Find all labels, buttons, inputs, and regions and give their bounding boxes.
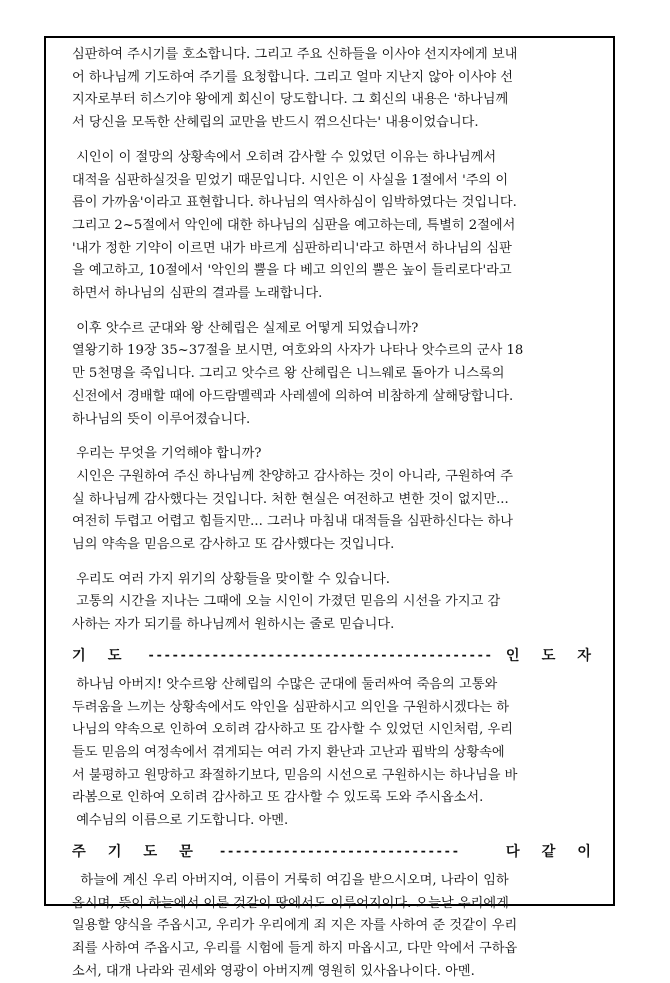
text-line: 어 하나님께 기도하여 주기를 요청합니다. 그리고 얼마 지난지 않아 이사야 선 bbox=[72, 69, 514, 85]
text-line: 우리도 여러 가지 위기의 상황들을 맞이할 수 있습니다. bbox=[72, 571, 390, 587]
text-line: 우리는 무엇을 기억해야 합니까? bbox=[72, 446, 262, 462]
text-line: 라봄으로 인하여 오히려 감사하고 또 감사할 수 있도록 도와 주시옵소서. bbox=[72, 790, 484, 806]
paragraph bbox=[72, 44, 591, 135]
paragraph bbox=[72, 443, 591, 557]
text-line: 대적을 심판하실것을 믿었기 때문입니다. 시인은 이 사실을 1절에서 '주의 이 bbox=[72, 172, 509, 188]
text-line: 이후 앗수르 군대와 왕 산헤립은 실제로 어떻게 되었습니까? bbox=[72, 320, 419, 336]
text-line: 하나님의 뜻이 이루어졌습니다. bbox=[72, 411, 251, 427]
text-line: 소서, 대개 나라와 권세와 영광이 아버지께 영원히 있사옵나이다. 아멘. bbox=[72, 963, 475, 979]
text-line: 하늘에 계신 우리 아버지여, 이름이 거룩히 여김을 받으시오며, 나라이 임하 bbox=[72, 872, 509, 888]
text-line: 죄를 사하여 주옵시고, 우리를 시험에 들게 하지 마옵시고, 다만 악에서 구하옵 bbox=[72, 940, 518, 956]
paragraph bbox=[72, 569, 591, 637]
text-line: 심판하여 주시기를 호소합니다. 그리고 주요 신하들을 이사야 선지자에게 보내 bbox=[72, 47, 518, 62]
lords-prayer-header-divider: ------------------------------ bbox=[218, 843, 460, 859]
prayer-text bbox=[72, 674, 591, 833]
text-line: 시인은 구원하여 주신 하나님께 찬양하고 감사하는 것이 아니라, 구원하여 주 bbox=[72, 468, 514, 484]
text-line: 두려움을 느끼는 상황속에서도 악인을 심판하시고 의인을 구원하시겠다는 하 bbox=[72, 699, 509, 715]
text-line: 여전히 두렵고 어렵고 힘들지만... 그러나 마침내 대적들을 심판하신다는 하나 bbox=[72, 514, 514, 530]
text-line: 서 당신을 모독한 산헤립의 교만을 반드시 꺾으신다는' 내용이었습니다. bbox=[72, 115, 479, 131]
text-line: 일용할 양식을 주옵시고, 우리가 우리에게 죄 지은 자를 사하여 준 것같이 우리 bbox=[72, 918, 518, 934]
text-line: 서 불평하고 원망하고 좌절하기보다, 믿음의 시선으로 구원하시는 하나님을 바 bbox=[72, 767, 518, 783]
text-line: 지자로부터 히스기야 왕에게 회신이 당도합니다. 그 회신의 내용은 '하나님께 bbox=[72, 92, 509, 108]
lords-prayer-text bbox=[72, 870, 591, 983]
text-line: 실 하나님께 감사했다는 것입니다. 처한 현실은 여전하고 변한 것이 없지만... bbox=[72, 491, 509, 507]
paragraph-gap bbox=[72, 306, 591, 318]
lords-prayer-header-title: 주기도문 bbox=[72, 843, 215, 860]
prayer-header-divider: ------------------------------------------- bbox=[147, 647, 493, 663]
sermon-body bbox=[72, 44, 591, 637]
text-line: 하면서 하나님의 심판의 결과를 노래합니다. bbox=[72, 286, 323, 302]
text-line: 만 5천명을 죽입니다. 그리고 앗수르 왕 산헤립은 니느웨로 돌아가 니스록의 bbox=[72, 366, 505, 382]
paragraph-gap bbox=[72, 431, 591, 443]
prayer-header bbox=[72, 642, 613, 668]
prayer-header-leader: 인도자 bbox=[505, 647, 613, 664]
text-line: 님의 약속을 믿음으로 감사하고 또 감사했다는 것입니다. bbox=[72, 537, 395, 553]
text-line: 옵시며, 뜻이 하늘에서 이룬 것같이 땅에서도 이루어지이다. 오늘날 우리에게 bbox=[72, 895, 509, 911]
text-line: 시인이 이 절망의 상황속에서 오히려 감사할 수 있었던 이유는 하나님께서 bbox=[72, 149, 497, 165]
text-line: 열왕기하 19장 35~37절을 보시면, 여호와의 사자가 나타나 앗수르의 군사 18 bbox=[72, 343, 524, 359]
text-line: 그리고 2~5절에서 악인에 대한 하나님의 심판을 예고하는데, 특별히 2절에서 bbox=[72, 217, 516, 233]
lords-prayer-header-leader: 다같이 bbox=[505, 843, 613, 860]
text-line: 고통의 시간을 지나는 그때에 오늘 시인이 가졌던 믿음의 시선을 가지고 감 bbox=[72, 594, 501, 610]
text-line: 예수님의 이름으로 기도합니다. 아멘. bbox=[72, 813, 289, 829]
text-line: 을 예고하고, 10절에서 '악인의 뿔을 다 베고 의인의 뿔은 높이 들리로다'라고 bbox=[72, 263, 512, 279]
paragraph bbox=[72, 147, 591, 306]
text-line: 신전에서 경배할 때에 아드람멜렉과 사레셀에 의하여 비참하게 살해당합니다. bbox=[72, 388, 514, 404]
text-line: 름이 가까움'이라고 표현합니다. 하나님의 역사하심이 임박하였다는 것입니다. bbox=[72, 195, 517, 211]
text-line: 나님의 약속으로 인하여 오히려 감사하고 또 감사할 수 있었던 시인처럼, 우리 bbox=[72, 722, 514, 738]
lords-prayer-header bbox=[72, 838, 613, 864]
paragraph bbox=[72, 318, 591, 432]
paragraph-gap bbox=[72, 135, 591, 147]
page-frame bbox=[44, 36, 615, 979]
text-line: 들도 믿음의 여정속에서 겪게되는 여러 가지 환난과 고난과 핍박의 상황속에 bbox=[72, 744, 505, 760]
paragraph-gap bbox=[72, 557, 591, 569]
text-line: 사하는 자가 되기를 하나님께서 원하시는 줄로 믿습니다. bbox=[72, 617, 395, 633]
text-line: '내가 정한 기약이 이르면 내가 바르게 심판하리니'라고 하면서 하나님의 심판 bbox=[72, 240, 512, 256]
prayer-header-title: 기도 bbox=[72, 647, 144, 664]
text-line: 하나님 아버지! 앗수르왕 산헤립의 수많은 군대에 둘러싸여 죽음의 고통와 bbox=[72, 676, 498, 692]
